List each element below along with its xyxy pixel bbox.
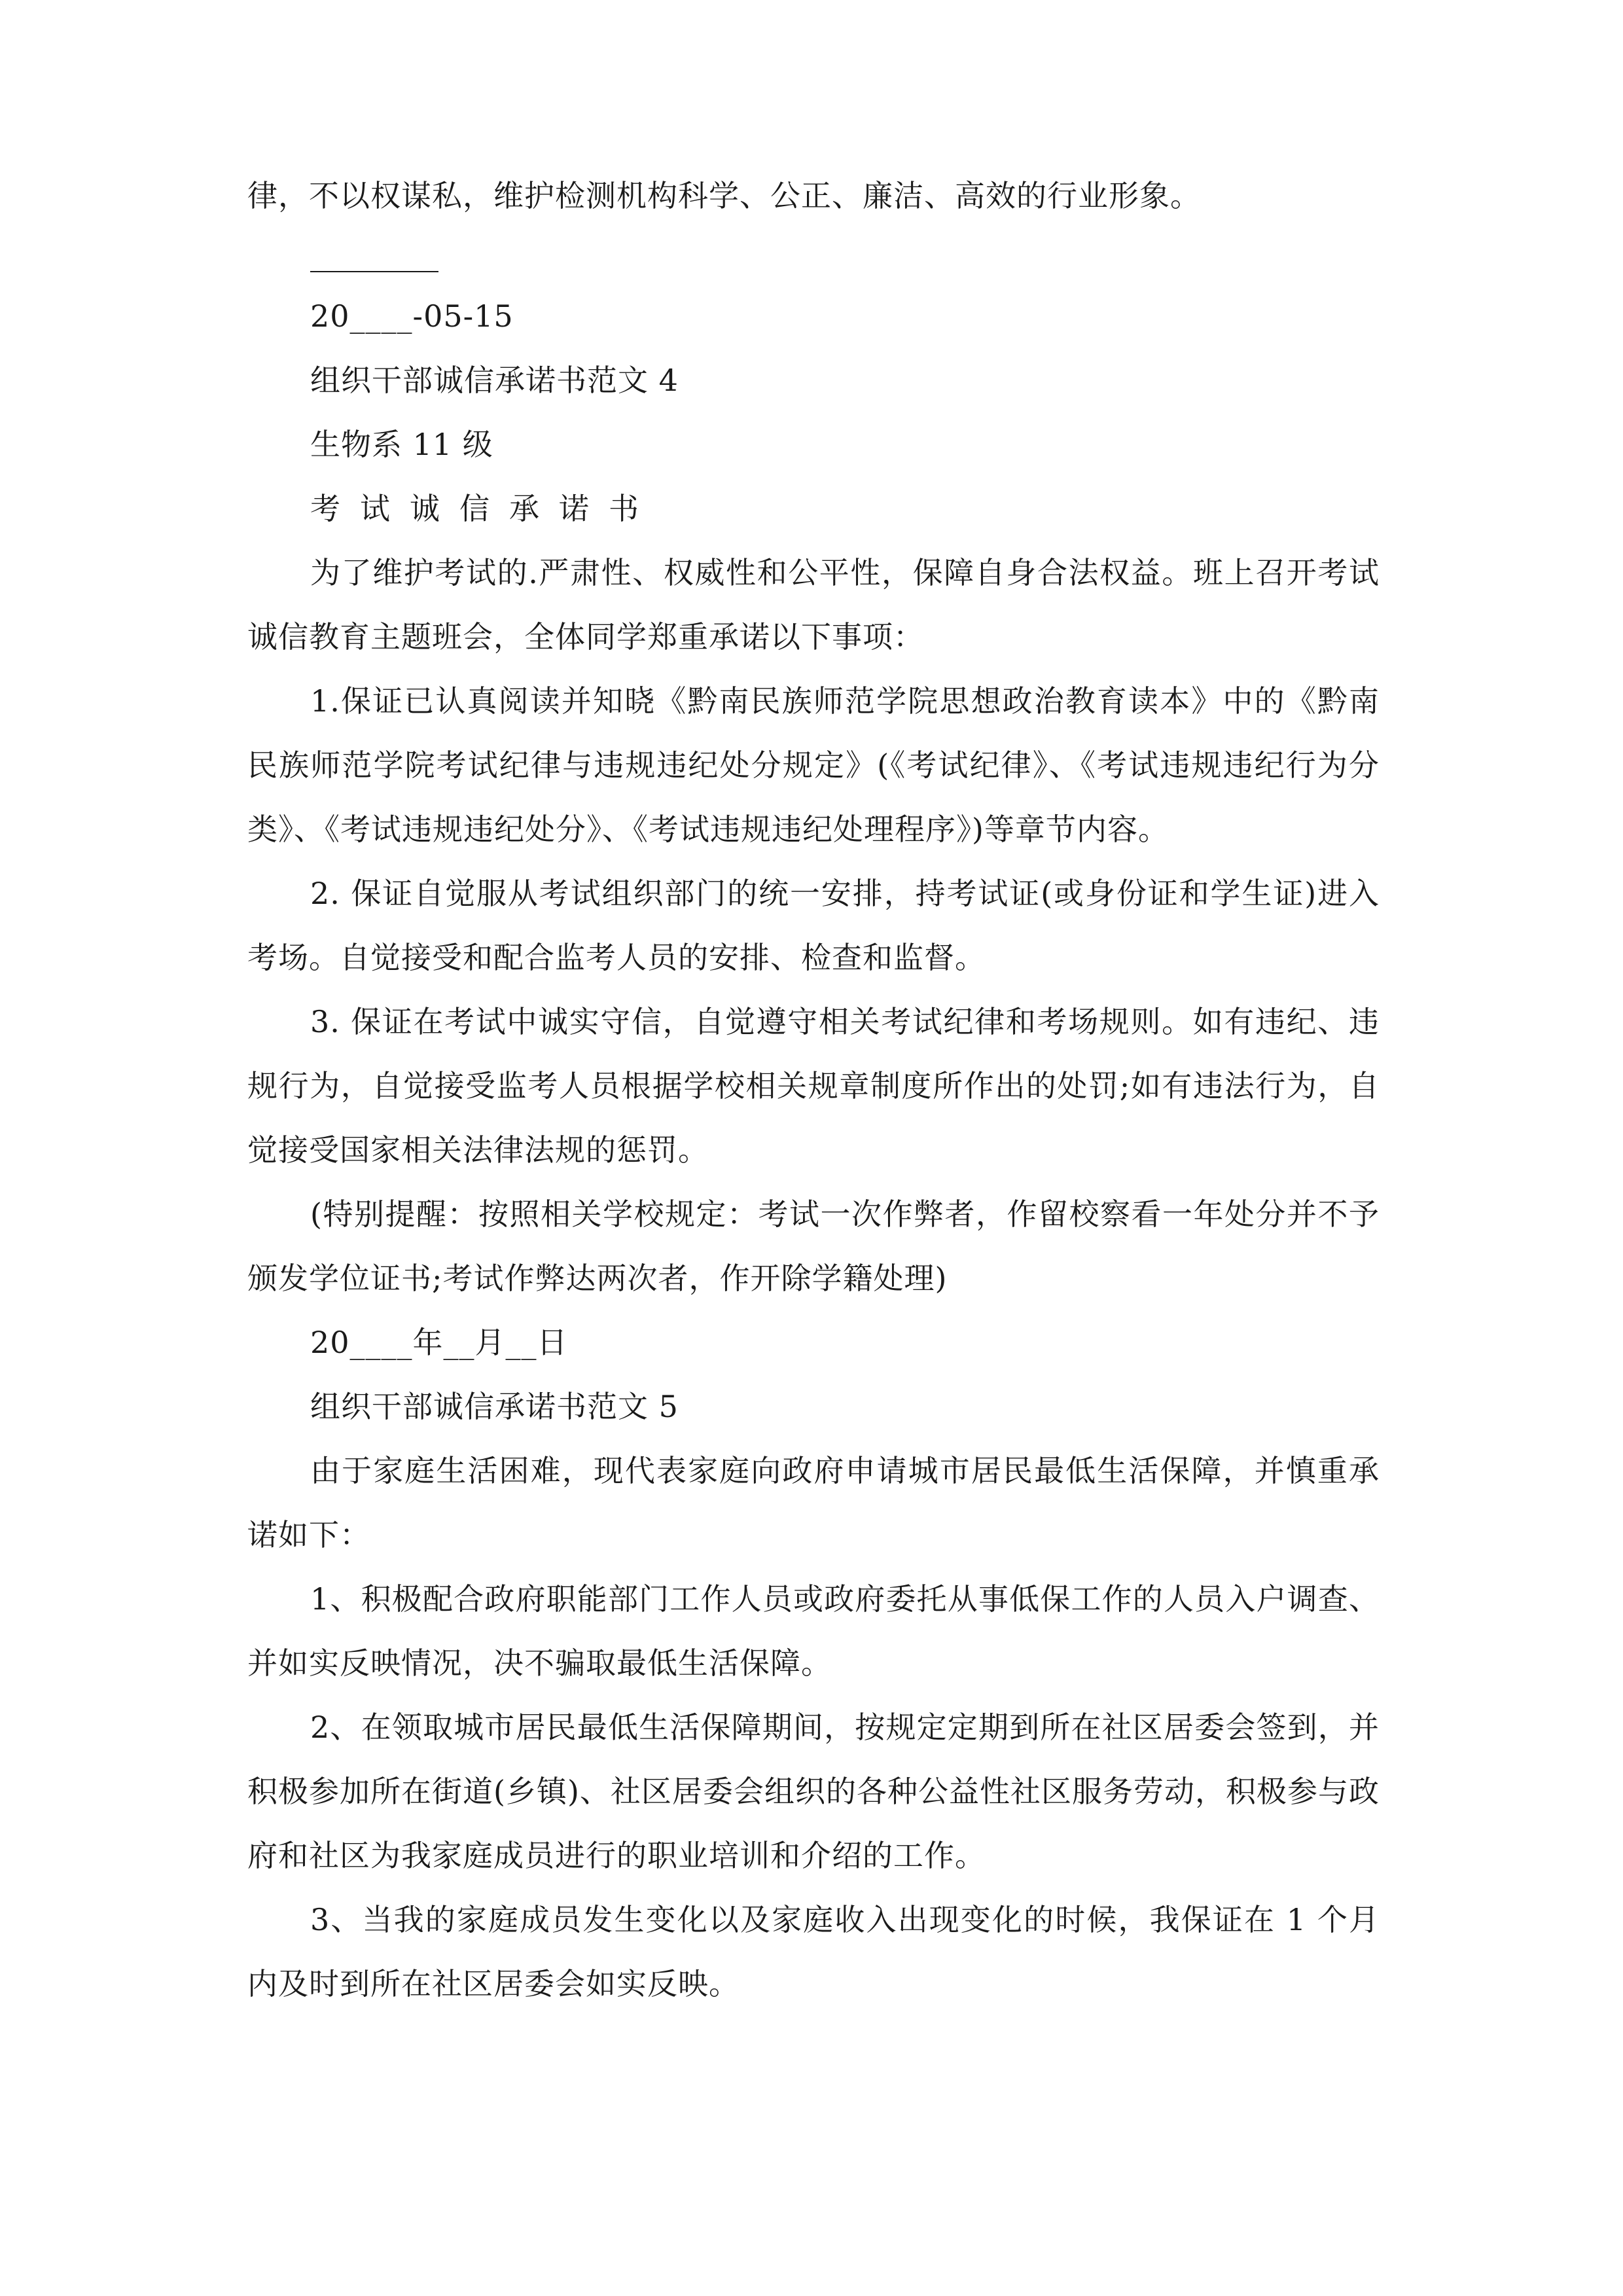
pledge-item-1: 1、积极配合政府职能部门工作人员或政府委托从事低保工作的人员入户调查、并如实反映情况，决不骗取最低生活保障。 [247, 1581, 1380, 1681]
date-line: 20____-05-15 [310, 298, 514, 334]
pledge-item-2: 2、在领取城市居民最低生活保障期间，按规定定期到所在社区居委会签到，并积极参加所在街道(乡镇)、社区居委会组织的各种公益性社区服务劳动，积极参与政府和社区为我家庭成员进行的职业培训和介绍的工作。 [247, 1710, 1380, 1873]
document-page [247, 164, 1380, 2016]
date-blank-line: 20____年__月__日 [310, 1325, 568, 1360]
pledge-item-3: 3、当我的家庭成员发生变化以及家庭收入出现变化的时候，我保证在 1 个月内及时到所在社区居委会如实反映。 [247, 1902, 1380, 2001]
intro-paragraph: 为了维护考试的.严肃性、权威性和公平性，保障自身合法权益。班上召开考试诚信教育主题班会，全体同学郑重承诺以下事项： [247, 555, 1380, 655]
commitment-item-3: 3. 保证在考试中诚实守信，自觉遵守相关考试纪律和考场规则。如有违纪、违规行为，自觉接受监考人员根据学校相关规章制度所作出的处罚;如有违法行为，自觉接受国家相关法律法规的惩罚。 [247, 1004, 1380, 1168]
section-heading-5: 组织干部诚信承诺书范文 5 [310, 1389, 679, 1424]
commitment-item-2: 2. 保证自觉服从考试组织部门的统一安排，持考试证(或身份证和学生证)进入考场。自觉接受和配合监考人员的安排、检查和监督。 [247, 876, 1380, 975]
signature-line [310, 228, 438, 272]
special-reminder: (特别提醒：按照相关学校规定：考试一次作弊者，作留校察看一年处分并不予颁发学位证书;考试作弊达两次者，作开除学籍处理) [247, 1196, 1380, 1296]
document-title: 考试诚信承诺书 [310, 491, 658, 526]
department-line: 生物系 11 级 [310, 427, 493, 462]
intro-paragraph-5: 由于家庭生活困难，现代表家庭向政府申请城市居民最低生活保障，并慎重承诺如下： [247, 1453, 1380, 1552]
commitment-item-1: 1.保证已认真阅读并知晓《黔南民族师范学院思想政治教育读本》中的《黔南民族师范学院考试纪律与违规违纪处分规定》(《考试纪律》、《考试违规违纪行为分类》、《考试违规违纪处分》、《考试违规违纪处理程序》)等章节内容。 [247, 683, 1380, 847]
section-heading-4: 组织干部诚信承诺书范文 4 [310, 363, 679, 398]
paragraph-continuation: 律，不以权谋私，维护检测机构科学、公正、廉洁、高效的行业形象。 [247, 178, 1201, 213]
